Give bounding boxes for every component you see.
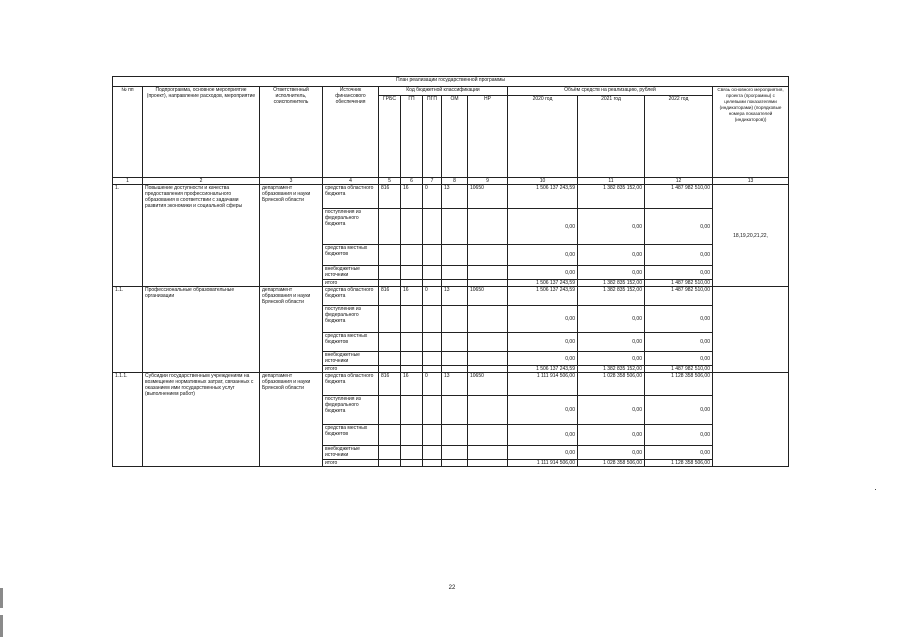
header-subprogram: Подпрограмма, основное мероприятие (проект), направление расходов, мероприятие [143,87,260,178]
code-om [442,352,468,366]
responsible-executor: департамент образования и науки Брянской области [260,373,323,467]
code-nr [468,396,508,425]
code-om [442,245,468,266]
header-kbk: Код бюджетной классификации [379,87,508,96]
amount-2020: 0,00 [508,209,578,245]
funding-source: внебюджетные источники [323,352,379,366]
code-nr [468,446,508,460]
table-row [113,185,789,209]
amount-2021: 0,00 [578,245,645,266]
column-number: 2 [143,178,260,185]
amount-2020: 1 111 914 506,00 [508,460,578,467]
amount-2021: 1 028 358 506,00 [578,373,645,396]
amount-2022: 1 487 982 510,00 [645,185,713,209]
code-gp [401,396,423,425]
code-om: 13 [442,185,468,209]
code-pgp [423,352,442,366]
column-number: 4 [323,178,379,185]
code-nr [468,333,508,352]
code-pgp [423,306,442,333]
amount-2020: 0,00 [508,245,578,266]
code-om [442,446,468,460]
code-nr: 10650 [468,185,508,209]
code-pgp [423,446,442,460]
amount-2022: 1 487 982 510,00 [645,287,713,306]
funding-source: итого [323,280,379,287]
code-om [442,306,468,333]
code-grbs [379,460,401,467]
header-pgp: ПГП [423,96,442,178]
amount-2020: 0,00 [508,266,578,280]
code-gp [401,266,423,280]
column-number: 9 [468,178,508,185]
amount-2021: 0,00 [578,352,645,366]
code-nr [468,266,508,280]
header-gp: ГП [401,96,423,178]
funding-source: средства местных бюджетов [323,245,379,266]
code-gp: 16 [401,185,423,209]
code-om: 13 [442,287,468,306]
amount-2022: 0,00 [645,266,713,280]
amount-2021: 1 028 358 506,00 [578,460,645,467]
code-pgp [423,333,442,352]
code-pgp [423,396,442,425]
funding-source: средства местных бюджетов [323,425,379,446]
code-pgp [423,460,442,467]
code-pgp [423,425,442,446]
amount-2022: 1 487 982 510,00 [645,366,713,373]
amount-2020: 1 506 137 243,59 [508,185,578,209]
code-grbs [379,209,401,245]
column-number: 5 [379,178,401,185]
activity-name: Профессиональные образовательные организации [143,287,260,373]
code-nr [468,366,508,373]
amount-2020: 1 506 137 243,59 [508,287,578,306]
amount-2022: 0,00 [645,396,713,425]
code-om [442,333,468,352]
funding-source: средства областного бюджета [323,185,379,209]
amount-2022: 0,00 [645,209,713,245]
header-grbs: ГРБС [379,96,401,178]
code-gp [401,460,423,467]
code-om [442,280,468,287]
amount-2020: 0,00 [508,333,578,352]
code-grbs [379,366,401,373]
column-number: 1 [113,178,143,185]
responsible-executor: департамент образования и науки Брянской области [260,287,323,373]
amount-2020: 0,00 [508,396,578,425]
table-row [113,287,789,306]
code-pgp: 0 [423,373,442,396]
code-gp [401,446,423,460]
funding-source: средства областного бюджета [323,287,379,306]
page-number: 22 [448,585,456,591]
amount-2020: 1 111 914 506,00 [508,373,578,396]
code-nr: 10650 [468,287,508,306]
scan-dot [875,489,876,490]
code-grbs [379,446,401,460]
amount-2020: 0,00 [508,306,578,333]
amount-2021: 0,00 [578,396,645,425]
header-amount: Объём средств на реализацию, рублей [508,87,713,96]
funding-source: итого [323,366,379,373]
column-number: 10 [508,178,578,185]
row-number: 1. [113,185,143,287]
target-indicators: 18,19,20,21,22, [713,185,789,287]
header-2021: 2021 год [578,96,645,178]
table-row [113,373,789,396]
code-gp [401,425,423,446]
table-title: План реализации государственной программы [113,77,789,87]
code-gp [401,352,423,366]
amount-2022: 0,00 [645,446,713,460]
amount-2022: 1 128 358 506,00 [645,460,713,467]
funding-source: внебюджетные источники [323,446,379,460]
code-pgp: 0 [423,287,442,306]
code-om [442,396,468,425]
code-gp [401,209,423,245]
responsible-executor: департамент образования и науки Брянской области [260,185,323,287]
column-number: 11 [578,178,645,185]
code-pgp [423,209,442,245]
header-num: № пп [113,87,143,178]
code-gp [401,306,423,333]
amount-2021: 0,00 [578,209,645,245]
amount-2020: 0,00 [508,425,578,446]
amount-2020: 0,00 [508,352,578,366]
code-nr [468,209,508,245]
code-om [442,425,468,446]
code-om [442,460,468,467]
scan-edge-mark [0,615,3,637]
header-2022: 2022 год [645,96,713,178]
header-om: ОМ [442,96,468,178]
amount-2021: 0,00 [578,333,645,352]
amount-2022: 1 487 982 510,00 [645,280,713,287]
column-number: 7 [423,178,442,185]
code-gp [401,280,423,287]
code-pgp [423,366,442,373]
code-om: 13 [442,373,468,396]
amount-2021: 0,00 [578,446,645,460]
amount-2021: 0,00 [578,306,645,333]
funding-source: средства местных бюджетов [323,333,379,352]
code-grbs: 816 [379,373,401,396]
code-pgp [423,266,442,280]
code-nr: 10650 [468,373,508,396]
activity-name: Субсидии государственным учреждениям на возмещение нормативных затрат, связанных с оказанием ими государственных услуг (выполнением работ) [143,373,260,467]
column-number: 6 [401,178,423,185]
amount-2020: 1 506 137 243,59 [508,366,578,373]
target-indicators [713,373,789,467]
code-gp: 16 [401,373,423,396]
code-grbs: 816 [379,185,401,209]
amount-2022: 0,00 [645,306,713,333]
funding-source: поступления из федерального бюджета [323,209,379,245]
code-om [442,266,468,280]
header-executor: Ответственный исполнитель, соисполнитель [260,87,323,178]
row-number: 1.1. [113,287,143,373]
scan-edge-mark [0,588,3,608]
amount-2022: 1 128 358 506,00 [645,373,713,396]
code-nr [468,460,508,467]
amount-2021: 1 382 835 152,00 [578,366,645,373]
funding-source: средства областного бюджета [323,373,379,396]
code-grbs [379,266,401,280]
amount-2021: 1 382 835 152,00 [578,185,645,209]
activity-name: Повышение доступности и качества предоставления профессионального образования в соответствии с задачами развития экономики и социальной сферы [143,185,260,287]
code-nr [468,352,508,366]
code-grbs [379,306,401,333]
code-om [442,209,468,245]
column-number: 13 [713,178,789,185]
amount-2022: 0,00 [645,333,713,352]
amount-2022: 0,00 [645,425,713,446]
code-nr [468,425,508,446]
code-grbs [379,396,401,425]
amount-2021: 1 382 835 152,00 [578,280,645,287]
amount-2022: 0,00 [645,245,713,266]
code-grbs [379,425,401,446]
code-gp: 16 [401,287,423,306]
column-number: 12 [645,178,713,185]
amount-2020: 0,00 [508,446,578,460]
code-grbs [379,245,401,266]
header-2020: 2020 год [508,96,578,178]
amount-2021: 1 382 835 152,00 [578,287,645,306]
code-grbs [379,352,401,366]
code-nr [468,280,508,287]
funding-source: поступления из федерального бюджета [323,396,379,425]
code-gp [401,333,423,352]
amount-2020: 1 506 137 243,59 [508,280,578,287]
column-number: 8 [442,178,468,185]
column-number: 3 [260,178,323,185]
funding-source: внебюджетные источники [323,266,379,280]
target-indicators [713,287,789,373]
header-source: Источник финансового обеспечения [323,87,379,178]
code-grbs [379,333,401,352]
funding-source: поступления из федерального бюджета [323,306,379,333]
code-gp [401,245,423,266]
code-pgp [423,280,442,287]
code-gp [401,366,423,373]
code-nr [468,245,508,266]
header-indicators: Связь основного мероприятия, проекта (программы) с целевыми показателями (индикаторами) (порядковые номера показателей (индикаторов)) [713,87,789,178]
amount-2022: 0,00 [645,352,713,366]
funding-source: итого [323,460,379,467]
row-number: 1.1.1. [113,373,143,467]
amount-2021: 0,00 [578,425,645,446]
plan-table [112,76,789,467]
code-grbs: 816 [379,287,401,306]
amount-2021: 0,00 [578,266,645,280]
code-pgp: 0 [423,185,442,209]
code-nr [468,306,508,333]
code-pgp [423,245,442,266]
code-om [442,366,468,373]
code-grbs [379,280,401,287]
header-nr: НР [468,96,508,178]
